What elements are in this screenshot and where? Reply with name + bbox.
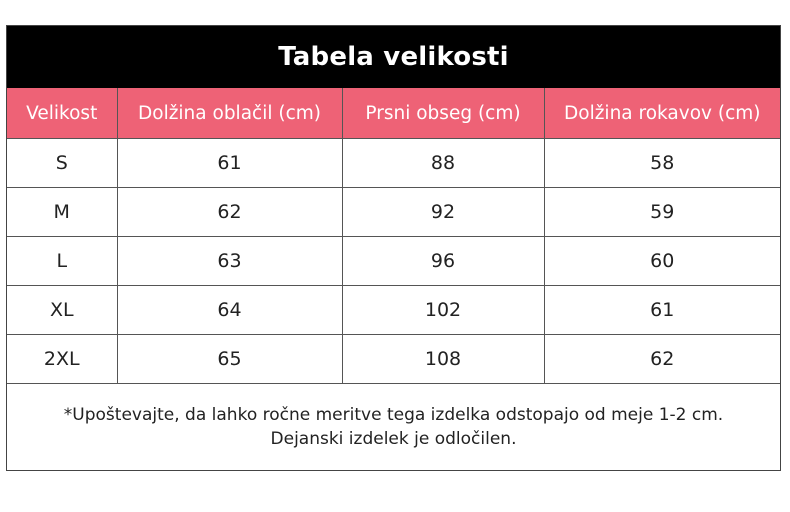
sleeve-length-cell: 62 (544, 335, 780, 384)
size-cell: L (7, 237, 117, 286)
size-cell: XL (7, 286, 117, 335)
chest-cell: 88 (342, 139, 544, 188)
sleeve-length-cell: 58 (544, 139, 780, 188)
size-chart (6, 25, 781, 471)
measurement-note (7, 384, 780, 470)
garment-length-cell: 65 (117, 335, 342, 384)
size-cell: M (7, 188, 117, 237)
table-row (7, 188, 780, 237)
table-row (7, 335, 780, 384)
chest-cell: 102 (342, 286, 544, 335)
table-row (7, 286, 780, 335)
sleeve-length-cell: 61 (544, 286, 780, 335)
size-table (7, 88, 780, 384)
chest-cell: 96 (342, 237, 544, 286)
header-row (7, 88, 780, 139)
size-cell: 2XL (7, 335, 117, 384)
header-chest: Prsni obseg (cm) (342, 88, 544, 139)
size-cell: S (7, 139, 117, 188)
header-garment-length: Dolžina oblačil (cm) (117, 88, 342, 139)
header-size: Velikost (7, 88, 117, 139)
chest-cell: 92 (342, 188, 544, 237)
garment-length-cell: 63 (117, 237, 342, 286)
chest-cell: 108 (342, 335, 544, 384)
measurement-note-line-1: *Upoštevajte, da lahko ročne meritve tega izdelka odstopajo od meje 1-2 cm. (63, 405, 724, 425)
size-chart-title: Tabela velikosti (7, 26, 780, 88)
garment-length-cell: 62 (117, 188, 342, 237)
table-row (7, 139, 780, 188)
table-row (7, 237, 780, 286)
sleeve-length-cell: 59 (544, 188, 780, 237)
garment-length-cell: 61 (117, 139, 342, 188)
sleeve-length-cell: 60 (544, 237, 780, 286)
header-sleeve-length: Dolžina rokavov (cm) (544, 88, 780, 139)
measurement-note-line-2: Dejanski izdelek je odločilen. (270, 429, 517, 449)
garment-length-cell: 64 (117, 286, 342, 335)
